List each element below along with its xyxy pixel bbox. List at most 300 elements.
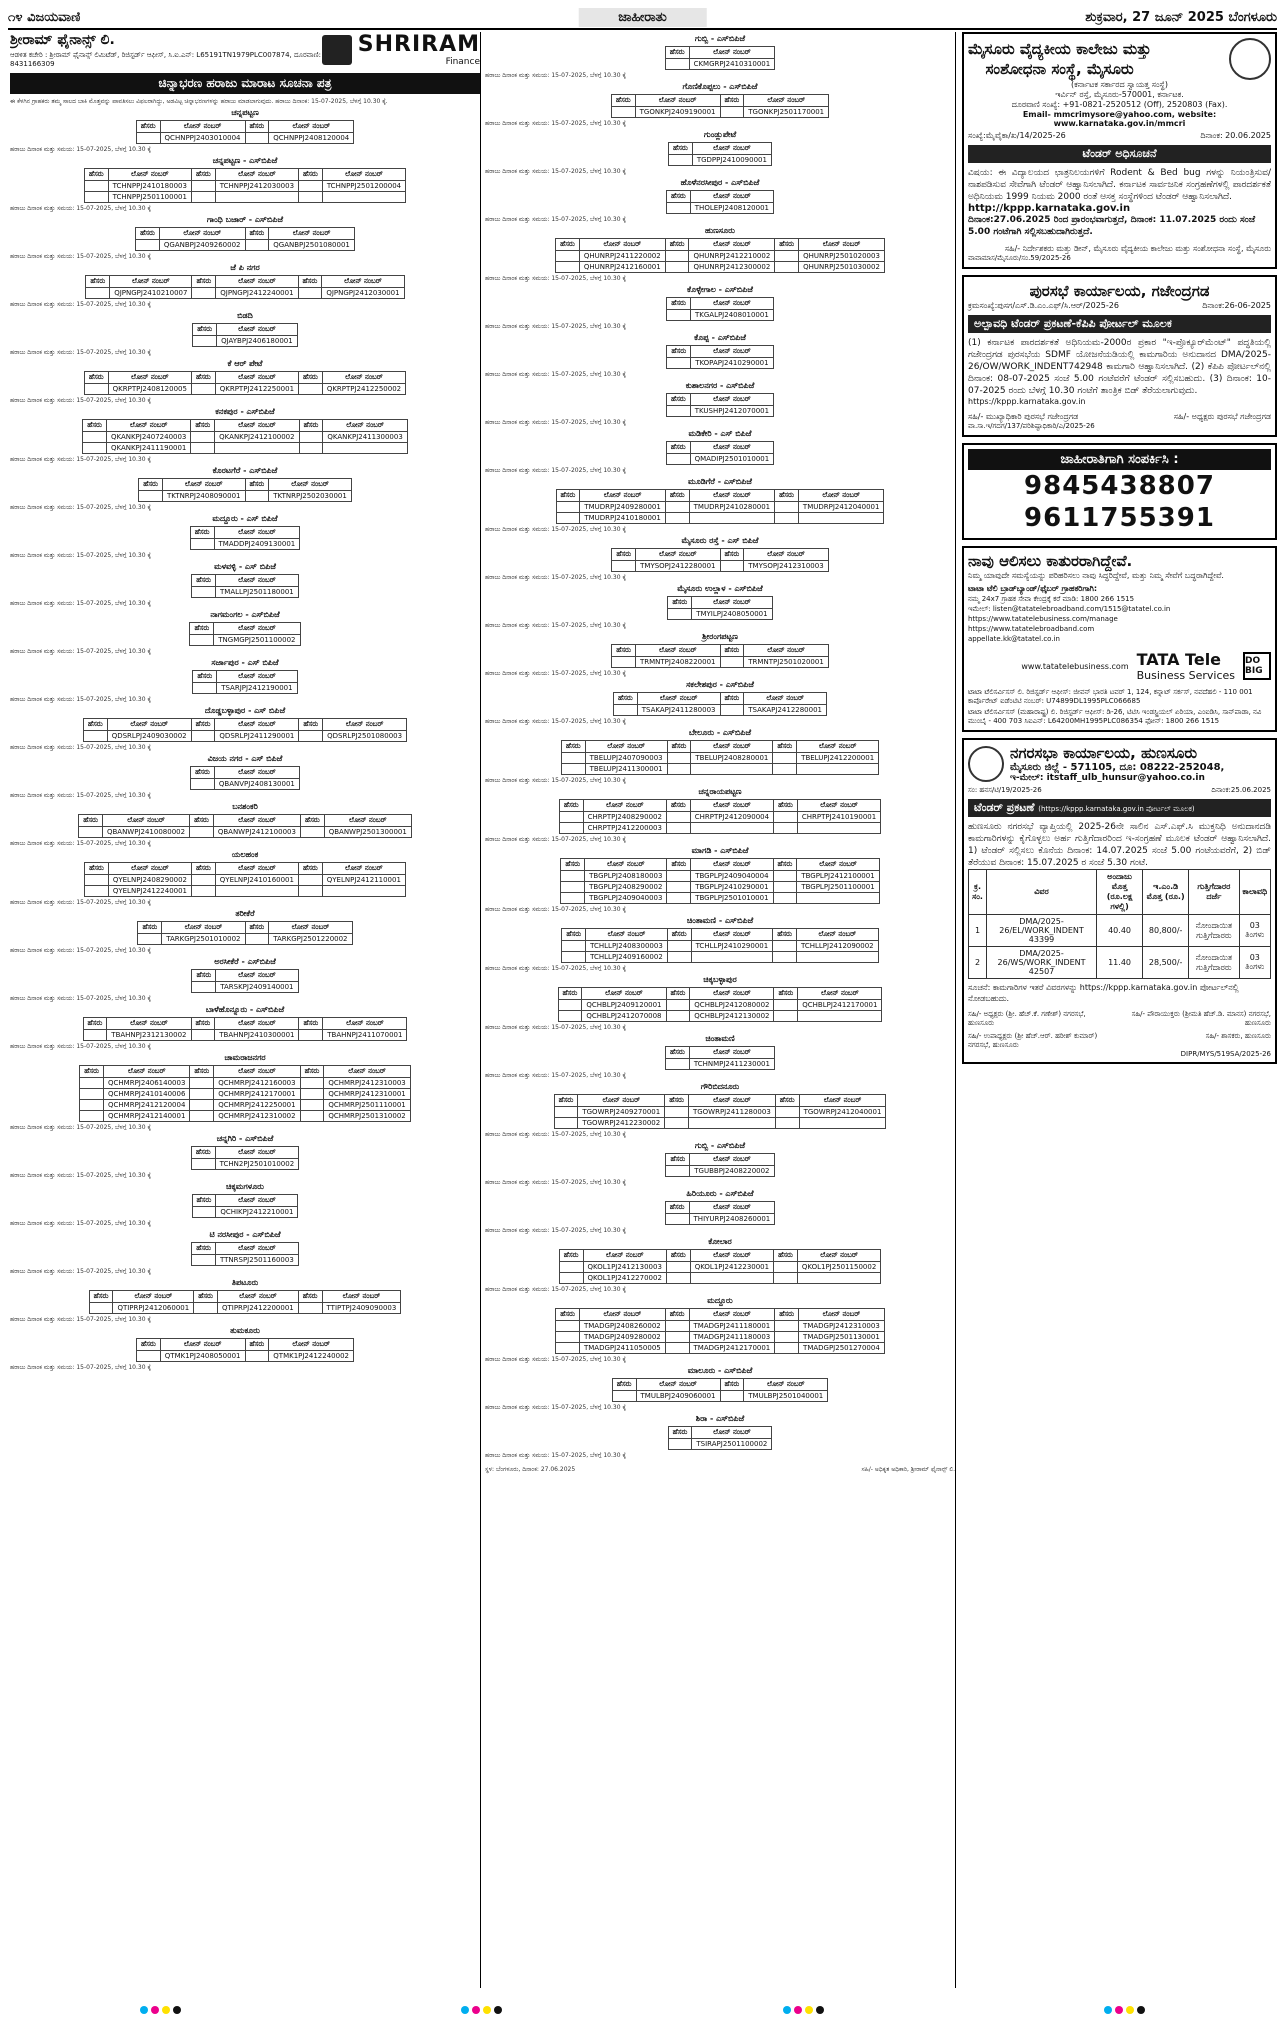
loan-number: CHRPTPJ2412200003 [583, 823, 666, 834]
branch-name: ಶಿರಾ - ಎಸ್‌ಬಿಪಿಜೆ [695, 1414, 745, 1423]
branch-block [10, 610, 480, 656]
loan-number: TCHLLPJ2408300003 [586, 941, 668, 952]
auction-line: ಹರಾಜು ದಿನಾಂಕ ಮತ್ತು ಸಮಯ: 15-07-2025, ಬೆಳಗ್ಗೆ 10.30 ಕ್ಕೆ [10, 1172, 151, 1179]
tata-ad: ನಾವು ಆಲಿಸಲು ಕಾತುರರಾಗಿದ್ದೇವೆ. ನಿಮ್ಮ ಯಾವುದೇ ಸಮಸ್ಯೆಯನ್ನು ಪರಿಹರಿಸಲು ನಾವು ಸಿದ್ಧರಿದ್ದೇವೆ, ಮತ್ತು ನಿಮ್ಮ ಸೇವೆಗೆ ಬದ್ಧರಾಗಿದ್ದೇವೆ. ಟಾಟಾ ಟೆಲಿ ಬ್ರಾಡ್‌ಬ್ಯಾಂಡ್/ಫೈಬರ್ ಗ್ರಾಹಕರಿಗಾಗಿ: ನಮ್ಮ 24x7 ಗ್ರಾಹಕ ಸೇವಾ ಕೇಂದ್ರಕ್ಕೆ ಕರೆ ಮಾಡಿ: 1800 266 1515 ಇಮೇಲ್: listen@tatatelebroadband.com/1515@tatatel.co.in https://www.tatatelebusiness.com/manage https://www.tatatelebroadband.com appellate.kk@tatatel.co.in www.tatatelebusiness.com TATA Tele Business Services DO BIG ಟಾಟಾ ಟೆಲಿಸರ್ವಿಸಸ್ ಲಿ. ರಿಜಿಸ್ಟರ್ಡ್ ಆಫೀಸ್: ಜೀವನ್ ಭಾರತಿ ಟವರ್ 1, 124, ಕನ್ನಾಟ್ ಸರ್ಕಸ್, ನವದೆಹಲಿ - 110 001 ಕಾರ್ಪೊರೇಟ್ ಐಡೆಂಟಿಟಿ ನಂಬರ್: U74899DL1995PLC066685 ಟಾಟಾ ಟೆಲಿಸರ್ವಿಸಸ್ (ಮಹಾರಾಷ್ಟ್ರ) ಲಿ. ರಿಜಿಸ್ಟರ್ಡ್ ಆಫೀಸ್: ಡಿ-26, ಟಿಟಿಸಿ ಇಂಡಸ್ಟ್ರಿಯಲ್ ಏರಿಯಾ, ಎಂಐಡಿಸಿ, ಸಾನ್‌ಪಾಡಾ, ನವಿ ಮುಂಬೈ - 400 703 ಸಿಐಎನ್: L64200MH1995PLC086354 ಫೋನ್: 1800 266 1515 [962, 546, 1277, 732]
loan-number: QJAYBPJ2406180001 [217, 336, 298, 347]
loan-number [322, 886, 405, 897]
table-row [558, 1000, 882, 1011]
loan-number: CHRPTPJ2410190001 [797, 812, 880, 823]
loan-table: ಹೆಸರು ಲೋನ್ ನಂಬರ್ TTNRSPJ2501160003 [191, 1242, 299, 1266]
loan-table: ಹೆಸರು ಲೋನ್ ನಂಬರ್ ಹೆಸರು ಲೋನ್ ನಂಬರ್ ಹೆಸರು ಲೋನ್ ನಂಬರ್ TBELUPJ2407090003 TBELUPJ2408280001 TBELUPJ2412200001 TBELUPJ2411300001 [561, 740, 879, 775]
loan-number: QDSRLPJ2409030002 [107, 731, 191, 742]
branch-name: ಕೆ ಆರ್ ಪೇಟೆ [227, 359, 263, 368]
loan-table: ಹೆಸರು ಲೋನ್ ನಂಬರ್ ಹೆಸರು ಲೋನ್ ನಂಬರ್ ಹೆಸರು ಲೋನ್ ನಂಬರ್ TMADGPJ2408260002 TMADGPJ2411180001 TMADGPJ2412310003 TMADGPJ2409280002 TMADGPJ2411180003 TMADGPJ2501130001 TMADGPJ2411050005 TMADGPJ2412170001 TMADGPJ2501270004 [555, 1308, 885, 1354]
loan-table: ಹೆಸರು ಲೋನ್ ನಂಬರ್ ಹೆಸರು ಲೋನ್ ನಂಬರ್ ಹೆಸರು ಲೋನ್ ನಂಬರ್ QCHMRPJ2406140003 QCHMRPJ2412160003 QCHMRPJ2412310003 QCHMRPJ2410140006 QCHMRPJ2412170001 QCHMRPJ2412310001 QCHMRPJ2412120004 QCHMRPJ2412250001 QCHMRPJ2501110001 QCHMRPJ2412140001 QCHMRPJ2412310002 QCHMRPJ2501310002 [79, 1065, 411, 1122]
loan-number: THIYURPJ2408260001 [689, 1214, 775, 1225]
loan-number: TSIRAPJ2501100002 [692, 1439, 772, 1450]
loan-number: QCHMRPJ2412140001 [104, 1111, 190, 1122]
table-row [554, 1118, 886, 1129]
branch-name: ಗುಬ್ಬಿ - ಎಸ್‌ಬಿಪಿಜೆ [694, 34, 746, 43]
table-row [558, 1011, 882, 1022]
table-row [86, 288, 404, 299]
loan-number: TCHNPPJ2501100001 [108, 192, 191, 203]
auction-line: ಹರಾಜು ದಿನಾಂಕ ಮತ್ತು ಸಮಯ: 15-07-2025, ಬೆಳಗ್ಗೆ 10.30 ಕ್ಕೆ [485, 622, 626, 629]
cmyk-dots [1104, 2006, 1145, 2016]
column-right [962, 32, 1277, 1988]
table-row [139, 491, 352, 502]
loan-number: QTIPRPJ2412200001 [217, 1303, 298, 1314]
branch-block [485, 429, 955, 475]
do-big-logo-icon: DO BIG [1243, 652, 1271, 680]
loan-table: ಹೆಸರು ಲೋನ್ ನಂಬರ್ ಹೆಸರು ಲೋನ್ ನಂಬರ್ ಹೆಸರು ಲೋನ್ ನಂಬರ್ QYELNPJ2408290002 QYELNPJ2410160001 QYELNPJ2412110001 QYELNPJ2412240001 [84, 862, 406, 897]
auction-line: ಹರಾಜು ದಿನಾಂಕ ಮತ್ತು ಸಮಯ: 15-07-2025, ಬೆಳಗ್ಗೆ 10.30 ಕ್ಕೆ [485, 371, 626, 378]
company-name: ಶ್ರೀರಾಮ್ ಫೈನಾನ್ಸ್ ಲಿ. [10, 32, 115, 48]
loan-table: ಹೆಸರು ಲೋನ್ ನಂಬರ್ TGUBBPJ2408220002 [665, 1153, 774, 1177]
loan-number: TMADGPJ2408260002 [579, 1321, 665, 1332]
loan-number: QYELNPJ2410160001 [215, 875, 298, 886]
tender-notice-band: ಟೆಂಡರ್ ಅಧಿಸೂಚನೆ [968, 145, 1271, 163]
branch-block [485, 226, 955, 283]
loan-number: TMYSOPJ2412310003 [744, 561, 828, 572]
loan-number [796, 952, 878, 963]
loan-number [691, 952, 773, 963]
loan-number: TKTNRPJ2408090001 [162, 491, 245, 502]
loan-table: ಹೆಸರು ಲೋನ್ ನಂಬರ್ ಹೆಸರು ಲೋನ್ ನಂಬರ್ ಹೆಸರು ಲೋನ್ ನಂಬರ್ QKOL1PJ2412130003 QKOL1PJ2412230001 QKOL1PJ2501150002 QKOL1PJ2412270002 [559, 1249, 882, 1284]
branch-block [10, 1326, 480, 1372]
loan-number: TBELUPJ2412200001 [797, 753, 879, 764]
table-row [192, 587, 299, 598]
loan-number: TGOWRPJ2409270001 [578, 1107, 665, 1118]
table-row: 2 DMA/2025-26/WS/WORK_INDENT 42507 11.40 28,500/- ನೋಂದಾಯಿತ ಗುತ್ತಿಗೆದಾರರು 03 ತಿಂಗಳು [969, 947, 1271, 979]
branch-block [485, 130, 955, 176]
table-row [667, 358, 773, 369]
loan-number: CHRPTPJ2412090004 [690, 812, 773, 823]
branch-block [10, 1182, 480, 1228]
loan-number: QJPNGPJ2410210007 [110, 288, 192, 299]
loan-number [798, 513, 884, 524]
karnataka-emblem-icon [968, 746, 1004, 782]
loan-number [799, 1118, 886, 1129]
loan-number: TKUSHPJ2412070001 [690, 406, 773, 417]
loan-table: ಹೆಸರು ಲೋನ್ ನಂಬರ್ ಹೆಸರು ಲೋನ್ ನಂಬರ್ ಹೆಸರು ಲೋನ್ ನಂಬರ್ QHUNRPJ2411220002 QHUNRPJ2412210002 QHUNRPJ2501020003 QHUNRPJ2412160001 QHUNRPJ2412300002 QHUNRPJ2501030002 [555, 238, 885, 273]
loan-table: ಹೆಸರು ಲೋನ್ ನಂಬರ್ QMADIPJ2501010001 [666, 441, 774, 465]
branch-name: ಟಿ ನರಸೀಪುರ - ಎಸ್‌ಬಿಪಿಜೆ [209, 1230, 281, 1239]
cmyk-dots [461, 2006, 502, 2016]
loan-number: TMADGPJ2412310003 [799, 1321, 885, 1332]
table-row [80, 1089, 411, 1100]
branch-name: ಶ್ರೀರಂಗಪಟ್ಟಣ [702, 632, 738, 641]
notice-intro: ಈ ಕೆಳಗಿನ ಗ್ರಾಹಕರು ತಮ್ಮ ಸಾಲದ ಬಾಕಿ ಮೊತ್ತವನ್ನು ಪಾವತಿಸಲು ವಿಫಲರಾಗಿದ್ದು, ಅಡವಿಟ್ಟ ಚಿನ್ನಾಭರಣಗಳನ್ನು ಹರಾಜು ಮಾಡಲಾಗುವುದು. ಹರಾಜು ದಿನಾಂಕ: 15-07-2025, ಬೆಳಗ್ಗೆ 10.30 ಕ್ಕೆ. [10, 98, 388, 105]
table-row [89, 1303, 401, 1314]
loan-table: ಹೆಸರು ಲೋನ್ ನಂಬರ್ ಹೆಸರು ಲೋನ್ ನಂಬರ್ ಹೆಸರು ಲೋನ್ ನಂಬರ್ QTIPRPJ2412060001 QTIPRPJ2412200001 TTIPTPJ2409090003 [89, 1290, 402, 1314]
loan-number: TGOWRPJ2411280003 [688, 1107, 775, 1118]
branch-block [485, 1414, 955, 1460]
table-row [561, 893, 879, 904]
branch-name: ಚನ್ನಪಟ್ಟಣ - ಎಸ್‌ಬಿಪಿಜೆ [212, 156, 278, 165]
branch-name: ಮಾಗಡಿ - ಎಸ್‌ಬಿಪಿಜೆ [691, 846, 749, 855]
branch-block [485, 1082, 955, 1139]
auction-line: ಹರಾಜು ದಿನಾಂಕ ಮತ್ತು ಸಮಯ: 15-07-2025, ಬೆಳಗ್ಗೆ 10.30 ಕ್ಕೆ [485, 120, 626, 127]
auction-line: ಹರಾಜು ದಿನಾಂಕ ಮತ್ತು ಸಮಯ: 15-07-2025, ಬೆಳಗ್ಗೆ 10.30 ಕ್ಕೆ [485, 670, 626, 677]
loan-number [798, 1011, 882, 1022]
loan-number: QTIPRPJ2412060001 [113, 1303, 194, 1314]
auction-line: ಹರಾಜು ದಿನಾಂಕ ಮತ್ತು ಸಮಯ: 15-07-2025, ಬೆಳಗ್ಗೆ 10.30 ಕ್ಕೆ [485, 72, 626, 79]
branch-block [485, 381, 955, 427]
table-row [665, 59, 774, 70]
loan-number: TCHLLPJ2412090002 [796, 941, 878, 952]
loan-table: ಹೆಸರು ಲೋನ್ ನಂಬರ್ TKUSHPJ2412070001 [666, 393, 774, 417]
branch-name: ಕನಕಪುರ - ಎಸ್‌ಬಿಪಿಜೆ [215, 407, 275, 416]
auction-line: ಹರಾಜು ದಿನಾಂಕ ಮತ್ತು ಸಮಯ: 15-07-2025, ಬೆಳಗ್ಗೆ 10.30 ಕ್ಕೆ [10, 397, 151, 404]
branch-block [10, 466, 480, 512]
auction-line: ಹರಾಜು ದಿನಾಂಕ ಮತ್ತು ಸಮಯ: 15-07-2025, ಬೆಳಗ್ಗೆ 10.30 ಕ್ಕೆ [485, 718, 626, 725]
branch-block [485, 34, 955, 80]
loan-number: QCHNPPJ2408120004 [269, 133, 354, 144]
branch-block [485, 846, 955, 914]
loan-number: TMUDRPJ2409280001 [580, 502, 666, 513]
notice-title: ಚಿನ್ನಾಭರಣ ಹರಾಜು ಮಾರಾಟ ಸೂಚನಾ ಪತ್ರ [10, 73, 480, 94]
loan-table: ಹೆಸರು ಲೋನ್ ನಂಬರ್ TSARJPJ2412190001 [192, 670, 297, 694]
phone-number-1: 9845438807 [1024, 471, 1215, 501]
table-row [192, 1207, 298, 1218]
loan-number [797, 1273, 880, 1284]
branch-name: ಕೊಳ್ಳೇಗಾಲ - ಎಸ್‌ಬಿಪಿಜೆ [687, 285, 753, 294]
loan-number [689, 513, 775, 524]
branch-name: ಮೈಸೂರು ರಸ್ತೆ - ಎಸ್ ಬಿಪಿಜೆ [681, 536, 759, 545]
branch-name: ಚಿಂತಾಮಣಿ - ಎಸ್‌ಬಿಪಿಜೆ [686, 916, 754, 925]
loan-number: TMUDRPJ2410280001 [689, 502, 775, 513]
loan-number: QHUNRPJ2501020003 [799, 251, 885, 262]
branch-block [10, 215, 480, 261]
loan-number: THOLEPJ2408120001 [690, 203, 773, 214]
page-header [8, 6, 1277, 30]
table-row [666, 406, 773, 417]
branch-name: ಸರ್ಜಾಪುರ - ಎಸ್ ಬಿಪಿಜೆ [211, 658, 279, 667]
loan-table: ಹೆಸರು ಲೋನ್ ನಂಬರ್ ಹೆಸರು ಲೋನ್ ನಂಬರ್ ಹೆಸರು ಲೋನ್ ನಂಬರ್ QDSRLPJ2409030002 QDSRLPJ2411290001 QDSRLPJ2501080003 [83, 718, 407, 742]
loan-table: ಹೆಸರು ಲೋನ್ ನಂಬರ್ ಹೆಸರು ಲೋನ್ ನಂಬರ್ ಹೆಸರು ಲೋನ್ ನಂಬರ್ TBAHNPJ2312130002 TBAHNPJ2410300001 TBAHNPJ2411070001 [83, 1017, 408, 1041]
loan-number: QCHNPPJ2403010004 [160, 133, 245, 144]
phone-number-2: 9611755391 [1024, 503, 1215, 533]
branch-name: ಬನಶಂಕರಿ [232, 802, 258, 811]
table-row [193, 683, 297, 694]
loan-number: TBGPLPJ2412100001 [797, 871, 879, 882]
auction-line: ಹರಾಜು ದಿನಾಂಕ ಮತ್ತು ಸಮಯ: 15-07-2025, ಬೆಳಗ್ಗೆ 10.30 ಕ್ಕೆ [10, 947, 151, 954]
table-row [191, 1159, 298, 1170]
branch-name: ತಿಪಟೂರು [231, 1278, 259, 1287]
loan-number [215, 443, 299, 454]
loan-number: QBANVPJ2408130001 [214, 779, 299, 790]
branch-name: ವಿಜಯ ನಗರ - ಎಸ್ ಬಿಪಿಜೆ [207, 754, 283, 763]
loan-number [322, 192, 405, 203]
loan-number: QCHMRPJ2412170001 [214, 1089, 300, 1100]
table-row [83, 731, 406, 742]
loan-table: ಹೆಸರು ಲೋನ್ ನಂಬರ್ ಹೆಸರು ಲೋನ್ ನಂಬರ್ TARKGPJ2501010002 TARKGPJ2501220002 [137, 921, 352, 945]
loan-number: CKMGRPJ2410310001 [689, 59, 775, 70]
loan-number: QKRPTPJ2412250001 [215, 384, 298, 395]
auction-line: ಹರಾಜು ದಿನಾಂಕ ಮತ್ತು ಸಮಯ: 15-07-2025, ಬೆಳಗ್ಗೆ 10.30 ಕ್ಕೆ [10, 205, 151, 212]
loan-number: TBELUPJ2411300001 [585, 764, 667, 775]
loan-number: TSAKAPJ2412280001 [744, 705, 827, 716]
branch-name: ಮದ್ದೂರು - ಎಸ್ ಬಿಪಿಜೆ [212, 514, 278, 523]
table-row [83, 1030, 407, 1041]
loan-table: ಹೆಸರು ಲೋನ್ ನಂಬರ್ THIYURPJ2408260001 [665, 1201, 775, 1225]
kppp-link[interactable]: https://kppp.karnataka.gov.in [968, 397, 1086, 406]
page-number: ೧೪ ವಿಜಯವಾಣಿ [8, 9, 81, 25]
auction-line: ಹರಾಜು ದಿನಾಂಕ ಮತ್ತು ಸಮಯ: 15-07-2025, ಬೆಳಗ್ಗೆ 10.30 ಕ್ಕೆ [485, 574, 626, 581]
table-row [559, 812, 880, 823]
table-row [80, 1078, 411, 1089]
loan-number: TBGPLPJ2408180003 [585, 871, 667, 882]
loan-number: QKOL1PJ2501150002 [797, 1262, 880, 1273]
ad-contact-box: ಜಾಹೀರಾತಿಗಾಗಿ ಸಂಪರ್ಕಿಸಿ : 9845438807 9611755391 [962, 443, 1277, 540]
table-row [136, 240, 355, 251]
branch-block [485, 787, 955, 844]
loan-table: ಹೆಸರು ಲೋನ್ ನಂಬರ್ ಹೆಸರು ಲೋನ್ ನಂಬರ್ ಹೆಸರು ಲೋನ್ ನಂಬರ್ QJPNGPJ2410210007 QJPNGPJ2412240001 QJPNGPJ2412030001 [85, 275, 404, 299]
loan-number: TBELUPJ2407090003 [585, 753, 667, 764]
branch-block [10, 909, 480, 955]
hunsur-tender-band: ಟೆಂಡರ್ ಪ್ರಕಟಣೆ (https://kppp.karnataka.gov.in ಪೋರ್ಟಲ್ ಮೂಲಕ) [968, 799, 1271, 817]
auction-line: ಹರಾಜು ದಿನಾಂಕ ಮತ್ತು ಸಮಯ: 15-07-2025, ಬೆಳಗ್ಗೆ 10.30 ಕ್ಕೆ [10, 349, 151, 356]
loan-number [797, 823, 880, 834]
loan-number: CHRPTPJ2408290002 [583, 812, 666, 823]
branch-block [485, 477, 955, 534]
loan-table: ಹೆಸರು ಲೋನ್ ನಂಬರ್ ಹೆಸರು ಲೋನ್ ನಂಬರ್ ಹೆಸರು ಲೋನ್ ನಂಬರ್ TMUDRPJ2409280001 TMUDRPJ2410280001 TMUDRPJ2412040001 TMUDRPJ2410180001 [556, 489, 885, 524]
branch-name: ಚಿಂತಾಮಣಿ [705, 1034, 735, 1043]
table-row [561, 764, 878, 775]
loan-number: QYELNPJ2408290002 [108, 875, 191, 886]
branch-name: ಮೈಸೂರು ಉಲ್ಲಾಳ - ಎಸ್‌ಬಿಪಿಜೆ [677, 584, 763, 593]
branch-name: ಮದ್ದೂರು [707, 1296, 733, 1305]
branch-name: ಅರಸೀಕೆರೆ - ಎಸ್‌ಬಿಪಿಜೆ [214, 957, 276, 966]
branch-name: ಚನ್ನರಾಯಪಟ್ಟಣ [698, 787, 742, 796]
branch-block [10, 706, 480, 752]
table-row [556, 262, 885, 273]
branch-block [485, 1296, 955, 1364]
loan-number: QCHMRPJ2412310002 [214, 1111, 300, 1122]
branch-name: ಸಕಲೇಶಪುರ - ಎಸ್‌ಬಿಪಿಜೆ [686, 680, 754, 689]
table-row [668, 1439, 772, 1450]
shriram-logo: SHRIRAM Finance [322, 32, 480, 67]
loan-number: QCHBLPJ2412170001 [798, 1000, 882, 1011]
table-row [192, 982, 298, 993]
auction-line: ಹರಾಜು ದಿನಾಂಕ ಮತ್ತು ಸಮಯ: 15-07-2025, ಬೆಳಗ್ಗೆ 10.30 ಕ್ಕೆ [485, 275, 626, 282]
column-left [10, 32, 481, 1988]
shriram-header [10, 32, 480, 69]
table-row [561, 753, 878, 764]
loan-number [691, 764, 773, 775]
auction-line: ಹರಾಜು ದಿನಾಂಕ ಮತ್ತು ಸಮಯ: 15-07-2025, ಬೆಳಗ್ಗೆ 10.30 ಕ್ಕೆ [485, 467, 626, 474]
loan-table: ಹೆಸರು ಲೋನ್ ನಂಬರ್ ಹೆಸರು ಲೋನ್ ನಂಬರ್ TKTNRPJ2408090001 TKTNRPJ2502030001 [138, 478, 352, 502]
table-row [562, 952, 878, 963]
table-row [193, 336, 297, 347]
branch-block [10, 562, 480, 608]
loan-number: TGONKPJ2501170001 [744, 107, 829, 118]
loan-number: QCHMRPJ2412310001 [324, 1089, 410, 1100]
loan-table: ಹೆಸರು ಲೋನ್ ನಂಬರ್ TKGALPJ2408010001 [666, 297, 774, 321]
loan-number: TMUDRPJ2410180001 [580, 513, 666, 524]
loan-number: TMADGPJ2412170001 [689, 1343, 775, 1354]
table-row [556, 502, 884, 513]
mysore-college-ad: ಮೈಸೂರು ವೈದ್ಯಕೀಯ ಕಾಲೇಜು ಮತ್ತು ಸಂಶೋಧನಾ ಸಂಸ್ಥೆ, ಮೈಸೂರು (ಕರ್ನಾಟಕ ಸರ್ಕಾರದ ಸ್ವಾಯತ್ತ ಸಂಸ್ಥೆ) ಇರ್ವಿನ್ ರಸ್ತೆ, ಮೈಸೂರು-570001, ಕರ್ನಾಟಕ. ದೂರವಾಣಿ ಸಂಖ್ಯೆ: +91-0821-2520512 (Off), 2520803 (Fax). Email- mmcrimysore@yahoo.com, website: www.karnataka.gov.in/mmcri ಸಂಖ್ಯೆ:ಮೈವೈಕಾ/ಖ/14/2025-26 ದಿನಾಂಕ: 20.06.2025 ಟೆಂಡರ್ ಅಧಿಸೂಚನೆ ವಿಷಯ: ಈ ವಿದ್ಯಾಲಯದ ಛಾತ್ರನಿಲಯಗಳಿಗೆ Rodent & Bed bug ಗಳನ್ನು ನಿಯಂತ್ರಿಸುವ/ನಾಶಪಡಿಸುವ ಸೇವೆಗಾಗಿ ಟೆಂಡರ್ ಆಹ್ವಾನಿಸಲಾಗಿದೆ. ಕರ್ನಾಟಕ ಸಾರ್ವಜನಿಕ ಸಂಗ್ರಹಣೆಗಳಲ್ಲಿ ಪಾರದರ್ಶಕತೆ ಅಧಿನಿಯಮ 1999 ನಿಯಮ 2000 ರಂತೆ ಆಸಕ್ತ ಸಂಸ್ಥೆಗಳಿಂದ ಟೆಂಡರ್ ಆಹ್ವಾನಿಸಲಾಗಿದೆ. http://kppp.karnataka.gov.in ದಿನಾಂಕ:27.06.2025 ರಿಂದ ಪ್ರಾರಂಭವಾಗುತ್ತದೆ, ದಿನಾಂಕ: 11.07.2025 ರಂದು ಸಂಜೆ 5.00 ಗಂಟೆಗಾಗಿ ಸಲ್ಲಿಸಬಹುದಾಗಿರುತ್ತದೆ. ಸಹಿ/- ನಿರ್ದೇಶಕರು ಮತ್ತು ಡೀನ್, ಮೈಸೂರು ವೈದ್ಯಕೀಯ ಕಾಲೇಜು ಮತ್ತು ಸಂಶೋಧನಾ ಸಂಸ್ಥೆ, ಮೈಸೂರು ವಾವಾಮಾಸ/ಮೈಸೂರು/ಸಂ.59/2025-26 [962, 32, 1277, 269]
loan-number [690, 823, 773, 834]
loan-number: QBANWPJ2412100003 [213, 827, 300, 838]
table-row [667, 310, 774, 321]
loan-number: TCHLLPJ2409160002 [586, 952, 668, 963]
loan-number: QGANBPJ2501080001 [269, 240, 355, 251]
auction-line: ಹರಾಜು ದಿನಾಂಕ ಮತ್ತು ಸಮಯ: 15-07-2025, ಬೆಳಗ್ಗೆ 10.30 ಕ್ಕೆ [485, 323, 626, 330]
loan-number: TARKGPJ2501010002 [162, 934, 245, 945]
branch-name: ಹಿರಿಯೂರು - ಎಸ್‌ಬಿಪಿಜೆ [686, 1189, 754, 1198]
branch-name: ಕುಶಾಲನಗರ - ಎಸ್‌ಬಿಪಿಜೆ [685, 381, 755, 390]
table-row [80, 1111, 411, 1122]
branch-block [485, 178, 955, 224]
branch-name: ಮಾಲೂರು - ಎಸ್‌ಬಿಪಿಜೆ [687, 1366, 753, 1375]
loan-table: ಹೆಸರು ಲೋನ್ ನಂಬರ್ THOLEPJ2408120001 [666, 190, 774, 214]
portal-link[interactable]: http://kppp.karnataka.gov.in [968, 203, 1131, 214]
loan-table: ಹೆಸರು ಲೋನ್ ನಂಬರ್ TARSKPJ2409140001 [191, 969, 298, 993]
auction-line: ಹರಾಜು ದಿನಾಂಕ ಮತ್ತು ಸಮಯ: 15-07-2025, ಬೆಳಗ್ಗೆ 10.30 ಕ್ಕೆ [485, 1131, 626, 1138]
loan-number [688, 1118, 775, 1129]
branch-name: ಮಳವಳ್ಳಿ - ಎಸ್ ಬಿಪಿಜೆ [214, 562, 276, 571]
branch-block [485, 632, 955, 678]
table-row [559, 823, 880, 834]
loan-number: TMALLPJ2501180001 [216, 587, 299, 598]
loan-number: QCHIKPJ2412210001 [216, 1207, 298, 1218]
loan-number: TMADGPJ2501270004 [799, 1343, 885, 1354]
loan-number [215, 886, 298, 897]
loan-table: ಹೆಸರು ಲೋನ್ ನಂಬರ್ ಹೆಸರು ಲೋನ್ ನಂಬರ್ TMYSOPJ2412280001 TMYSOPJ2412310003 [611, 548, 828, 572]
loan-number: QKANKPJ2407240003 [106, 432, 190, 443]
table-row [191, 779, 300, 790]
branch-block [485, 333, 955, 379]
loan-table: ಹೆಸರು ಲೋನ್ ನಂಬರ್ ಹೆಸರು ಲೋನ್ ನಂಬರ್ TMULBPJ2409060001 TMULBPJ2501040001 [612, 1378, 829, 1402]
branch-name: ಹೊಳೆನರಸೀಪುರ - ಎಸ್‌ಬಿಪಿಜೆ [680, 178, 760, 187]
shriram-logo-icon [322, 35, 352, 65]
table-row [666, 1059, 775, 1070]
branch-block [485, 975, 955, 1032]
table-row [79, 827, 412, 838]
loan-number: QCHBLPJ2412080002 [690, 1000, 774, 1011]
loan-number: QDSRLPJ2411290001 [215, 731, 299, 742]
branch-block [10, 156, 480, 213]
auction-line: ಹರಾಜು ದಿನಾಂಕ ಮತ್ತು ಸಮಯ: 15-07-2025, ಬೆಳಗ್ಗೆ 10.30 ಕ್ಕೆ [10, 1124, 151, 1131]
branch-block [10, 108, 480, 154]
loan-number: TRMNTPJ2501020001 [744, 657, 829, 668]
branch-name: ಜೆ ಪಿ ನಗರ [230, 263, 260, 272]
branch-block [485, 584, 955, 630]
branch-block [485, 1034, 955, 1080]
loan-number: TMADGPJ2411180001 [689, 1321, 775, 1332]
loan-number: QKANKPJ2411300003 [323, 432, 407, 443]
branch-block [10, 263, 480, 309]
auction-line: ಹರಾಜು ದಿನಾಂಕ ಮತ್ತು ಸಮಯ: 15-07-2025, ಬೆಳಗ್ಗೆ 10.30 ಕ್ಕೆ [485, 1452, 626, 1459]
branch-block [10, 754, 480, 800]
auction-line: ಹರಾಜು ದಿನಾಂಕ ಮತ್ತು ಸಮಯ: 15-07-2025, ಬೆಳಗ್ಗೆ 10.30 ಕ್ಕೆ [10, 840, 151, 847]
table-row [83, 443, 408, 454]
auction-line: ಹರಾಜು ದಿನಾಂಕ ಮತ್ತು ಸಮಯ: 15-07-2025, ಬೆಳಗ್ಗೆ 10.30 ಕ್ಕೆ [10, 1316, 151, 1323]
auction-line: ಹರಾಜು ದಿನಾಂಕ ಮತ್ತು ಸಮಯ: 15-07-2025, ಬೆಳಗ್ಗೆ 10.30 ಕ್ಕೆ [10, 504, 151, 511]
loan-number: TCHNPPJ2412030003 [215, 181, 298, 192]
auction-line: ಹರಾಜು ದಿನಾಂಕ ಮತ್ತು ಸಮಯ: 15-07-2025, ಬೆಳಗ್ಗೆ 10.30 ಕ್ಕೆ [10, 899, 151, 906]
loan-number: TCHNPPJ2501200004 [322, 181, 405, 192]
loan-number: QKRPTPJ2408120005 [108, 384, 191, 395]
branch-name: ತರೀಕೆರೆ [235, 909, 255, 918]
loan-number: TBGPLPJ2501010001 [691, 893, 773, 904]
branch-block [10, 1134, 480, 1180]
auction-line: ಹರಾಜು ದಿನಾಂಕ ಮತ್ತು ಸಮಯ: 15-07-2025, ಬೆಳಗ್ಗೆ 10.30 ಕ್ಕೆ [485, 168, 626, 175]
loan-table: ಹೆಸರು ಲೋನ್ ನಂಬರ್ TCHNMPJ2411230001 [665, 1046, 775, 1070]
branch-block [10, 407, 480, 464]
auction-line: ಹರಾಜು ದಿನಾಂಕ ಮತ್ತು ಸಮಯ: 15-07-2025, ಬೆಳಗ್ಗೆ 10.30 ಕ್ಕೆ [485, 1179, 626, 1186]
loan-number: TMADDPJ2409130001 [214, 539, 300, 550]
gajendragad-ad: ಪುರಸಭೆ ಕಾರ್ಯಾಲಯ, ಗಜೇಂದ್ರಗಡ ಕ್ರಮಸಂಖ್ಯೆ:ಪುಸಗ/ಎಸ್.ಡಿ.ಎಂ.ಎಫ್/ಸಿ.ಆರ್/2025-26 ದಿನಾಂಕ:26-06-2025 ಅಲ್ಪಾವಧಿ ಟೆಂಡರ್ ಪ್ರಕಟಣೆ-ಕೆಪಿಪಿ ಪೋರ್ಟಲ್ ಮೂಲಕ (1) ಕರ್ನಾಟಕ ಪಾರದರ್ಶಕತೆ ಅಧಿನಿಯಮ-2000ರ ಪ್ರಕಾರ "ಇ-ಪ್ರೊಕ್ಯೂರ್‌ಮೆಂಟ್" ಪದ್ಧತಿಯಲ್ಲಿ ಗಜೇಂದ್ರಗಡ ಪುರಸಭೆಯ SDMF ಯೋಜನೆಯಡಿಯಲ್ಲಿ ಕಾಮಗಾರಿಯ ಅನುದಾನದ DMA/2025-26/OW/WORK_INDENT742948 ಕಾಮಗಾರಿ ಆಹ್ವಾನಿಸಲಾಗಿದೆ. (2) ಕೆಪಿಪಿ ಪೋರ್ಟಲ್‌ನಲ್ಲಿ ದಿನಾಂಕ: 08-07-2025 ಸಂಜೆ 5.00 ಗಂಟೆವರೆಗೆ ಟೆಂಡರ್ ಸಲ್ಲಿಸಬಹುದು. (3) ದಿನಾಂಕ: 10-07-2025 ರಂದು ಬೆಳಗ್ಗೆ 10.30 ಗಂಟೆಗೆ ತಾಂತ್ರಿಕ ಬಿಡ್ ತೆರೆಯಲಾಗುವುದು. https://kppp.karnataka.gov.in ಸಹಿ/- ಮುಖ್ಯಾಧಿಕಾರಿ ಪುರಸಭೆ ಗಜೇಂದ್ರಗಡ ಸಹಿ/- ಅಧ್ಯಕ್ಷರು ಪುರಸಭೆ ಗಜೇಂದ್ರಗಡ ವಾ.ಸಾ.ಇ/ಗದಗ/137/ಪರಿಶಿಷ್ಟಾಧಿಕಾರಿ/ಎ/2025-26 [962, 275, 1277, 437]
auction-line: ಹರಾಜು ದಿನಾಂಕ ಮತ್ತು ಸಮಯ: 15-07-2025, ಬೆಳಗ್ಗೆ 10.30 ಕ್ಕೆ [485, 1227, 626, 1234]
auction-line: ಹರಾಜು ದಿನಾಂಕ ಮತ್ತು ಸಮಯ: 15-07-2025, ಬೆಳಗ್ಗೆ 10.30 ಕ್ಕೆ [10, 253, 151, 260]
column-middle [485, 32, 956, 1988]
cmyk-dots [140, 2006, 181, 2016]
table-row [666, 454, 773, 465]
loan-number: TKOPAPJ2410290001 [691, 358, 773, 369]
table-row [611, 107, 828, 118]
loan-number: QJPNGPJ2412030001 [322, 288, 404, 299]
auction-line: ಹರಾಜು ದಿನಾಂಕ ಮತ್ತು ಸಮಯ: 15-07-2025, ಬೆಳಗ್ಗೆ 10.30 ಕ್ಕೆ [10, 301, 151, 308]
table-row [669, 155, 772, 166]
loan-number: TNGMGPJ2501100002 [214, 635, 300, 646]
table-row [556, 513, 884, 524]
loan-number: QKOL1PJ2412270002 [583, 1273, 666, 1284]
loan-number: TGOWRPJ2412040001 [799, 1107, 886, 1118]
section-label: ಜಾಹೀರಾತು [578, 8, 707, 27]
auction-line: ಹರಾಜು ದಿನಾಂಕ ಮತ್ತು ಸಮಯ: 15-07-2025, ಬೆಳಗ್ಗೆ 10.30 ಕ್ಕೆ [485, 526, 626, 533]
college-emblem-icon [1229, 38, 1271, 80]
branch-name: ಕೊಪ್ಪ - ಎಸ್‌ಬಿಪಿಜೆ [694, 333, 746, 342]
table-row [138, 934, 352, 945]
branch-name: ಚಿಕ್ಕಮಗಳೂರು [226, 1182, 264, 1191]
branch-list-middle [485, 34, 955, 1460]
loan-number: TGOWRPJ2412230002 [578, 1118, 665, 1129]
branch-name: ಬಿಡದಿ [237, 311, 253, 320]
table-row [190, 539, 300, 550]
loan-table: ಹೆಸರು ಲೋನ್ ನಂಬರ್ ಹೆಸರು ಲೋನ್ ನಂಬರ್ ಹೆಸರು ಲೋನ್ ನಂಬರ್ CHRPTPJ2408290002 CHRPTPJ2412090004 CHRPTPJ2410190001 CHRPTPJ2412200003 [559, 799, 881, 834]
loan-number [797, 764, 879, 775]
loan-table: ಹೆಸರು ಲೋನ್ ನಂಬರ್ ಹೆಸರು ಲೋನ್ ನಂಬರ್ QCHNPPJ2403010004 QCHNPPJ2408120004 [136, 120, 354, 144]
loan-table: ಹೆಸರು ಲೋನ್ ನಂಬರ್ ಹೆಸರು ಲೋನ್ ನಂಬರ್ ಹೆಸರು ಲೋನ್ ನಂಬರ್ QKRPTPJ2408120005 QKRPTPJ2412250001 QKRPTPJ2412250002 [84, 371, 406, 395]
table-row [190, 635, 300, 646]
loan-table: ಹೆಸರು ಲೋನ್ ನಂಬರ್ ಹೆಸರು ಲೋನ್ ನಂಬರ್ TGONKPJ2409190001 TGONKPJ2501170001 [611, 94, 829, 118]
loan-table: ಹೆಸರು ಲೋನ್ ನಂಬರ್ CKMGRPJ2410310001 [665, 46, 775, 70]
loan-number: QCHBLPJ2412130002 [690, 1011, 774, 1022]
company-address: ಆಡಳಿತ ಕಚೇರಿ : ಶ್ರೀರಾಮ್ ಫೈನಾನ್ಸ್ ಲಿಮಿಟೆಡ್, ರಿಜಿಸ್ಟರ್ಡ್ ಆಫೀಸ್, ಸಿ.ಐ.ಎನ್: L65191TN1979PLC007874, ದೂರವಾಣಿ: 8431166309 [10, 51, 321, 68]
auction-line: ಹರಾಜು ದಿನಾಂಕ ಮತ್ತು ಸಮಯ: 15-07-2025, ಬೆಳಗ್ಗೆ 10.30 ಕ್ಕೆ [485, 965, 626, 972]
branch-block [485, 536, 955, 582]
auction-line: ಹರಾಜು ದಿನಾಂಕ ಮತ್ತು ಸಮಯ: 15-07-2025, ಬೆಳಗ್ಗೆ 10.30 ಕ್ಕೆ [10, 648, 151, 655]
table-row [83, 432, 408, 443]
loan-number: TMADGPJ2501130001 [799, 1332, 885, 1343]
loan-number: TGUBBPJ2408220002 [690, 1166, 774, 1177]
loan-number: TKTNRPJ2502030001 [269, 491, 352, 502]
loan-number: QCHBLPJ2412070008 [582, 1011, 666, 1022]
loan-number: TBGPLPJ2410290001 [691, 882, 773, 893]
table-row [612, 561, 828, 572]
loan-number: TBAHNPJ2410300001 [215, 1030, 299, 1041]
auction-line: ಹರಾಜು ದಿನಾಂಕ ಮತ್ತು ಸಮಯ: 15-07-2025, ಬೆಳಗ್ಗೆ 10.30 ಕ್ಕೆ [485, 1286, 626, 1293]
auction-line: ಹರಾಜು ದಿನಾಂಕ ಮತ್ತು ಸಮಯ: 15-07-2025, ಬೆಳಗ್ಗೆ 10.30 ಕ್ಕೆ [485, 1404, 626, 1411]
loan-table: ಹೆಸರು ಲೋನ್ ನಂಬರ್ ಹೆಸರು ಲೋನ್ ನಂಬರ್ TRMNTPJ2408220001 TRMNTPJ2501020001 [611, 644, 829, 668]
loan-number: QHUNRPJ2412210002 [689, 251, 775, 262]
loan-number: TGONKPJ2409190001 [635, 107, 720, 118]
loan-number: TSARJPJ2412190001 [217, 683, 297, 694]
loan-number: TMULBPJ2409060001 [636, 1391, 720, 1402]
